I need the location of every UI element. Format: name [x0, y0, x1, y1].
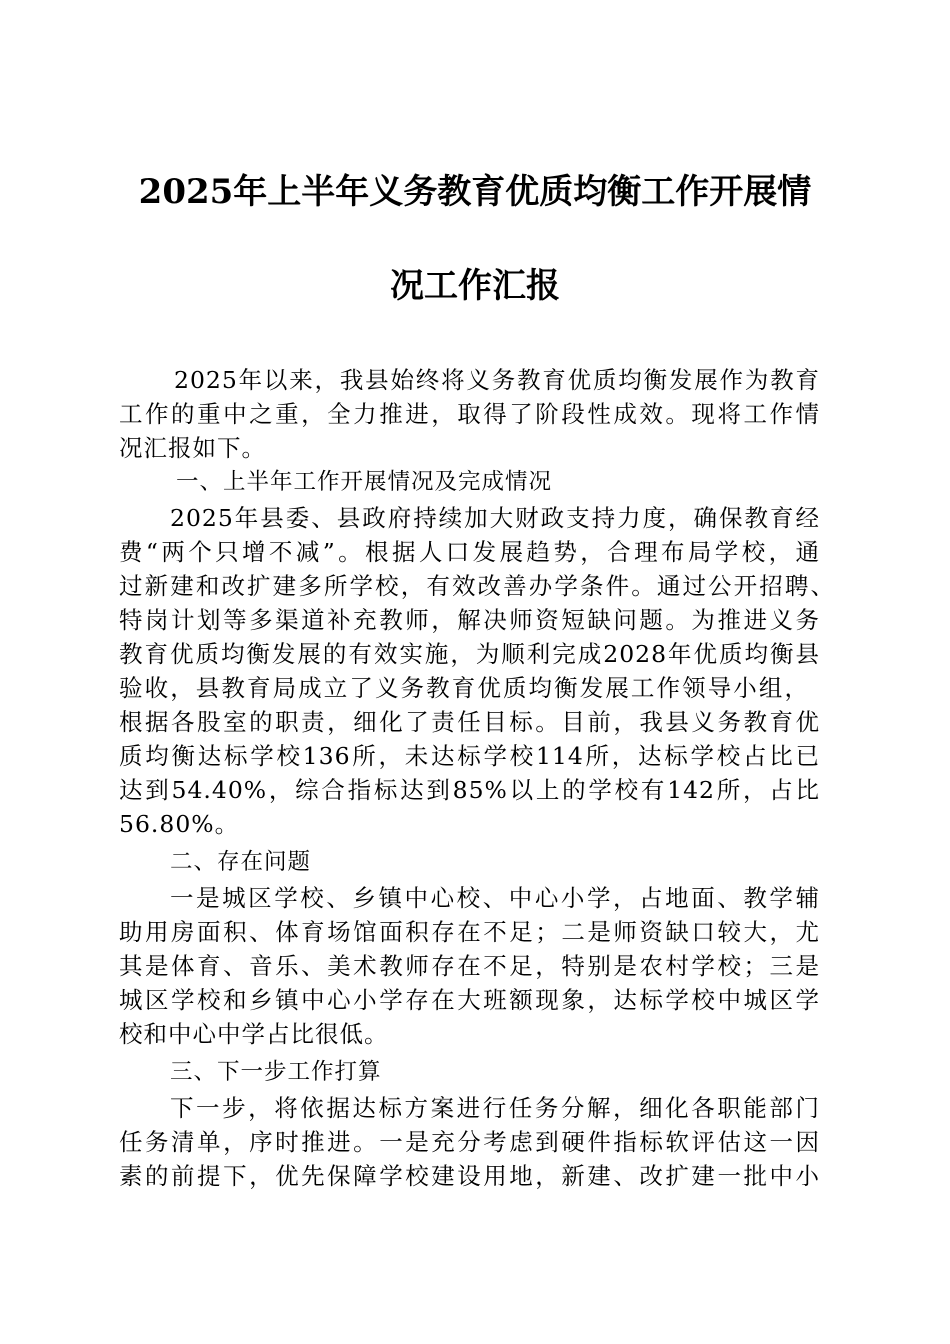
section-heading: 一、上半年工作开展情况及完成情况: [176, 469, 553, 495]
paragraph-line: 工作的重中之重，全力推进，取得了阶段性成效。现将工作情: [119, 400, 820, 428]
paragraph-line: 城区学校和乡镇中心小学存在大班额现象，达标学校中城区学: [119, 986, 820, 1014]
paragraph-line: 根据各股室的职责，细化了责任目标。目前，我县义务教育优: [119, 708, 820, 736]
paragraph-line: 特岗计划等多渠道补充教师，解决师资短缺问题。为推进义务: [119, 606, 820, 634]
document-title-line-2: 况工作汇报: [390, 266, 560, 306]
paragraph-line: 下一步，将依据达标方案进行任务分解，细化各职能部门: [170, 1094, 820, 1122]
section-heading: 三、下一步工作打算: [170, 1059, 382, 1085]
paragraph-line: 一是城区学校、乡镇中心校、中心小学，占地面、教学辅: [170, 884, 820, 912]
paragraph-line: 素的前提下，优先保障学校建设用地，新建、改扩建一批中小: [119, 1162, 820, 1190]
paragraph-line: 质均衡达标学校136所，未达标学校114所，达标学校占比已: [119, 742, 820, 770]
paragraph-line: 教育优质均衡发展的有效实施，为顺利完成2028年优质均衡县: [119, 640, 820, 668]
paragraph-line: 校和中心中学占比很低。: [119, 1020, 389, 1048]
paragraph-line: 56.80%。: [119, 810, 240, 838]
document-title-line-1: 2025年上半年义务教育优质均衡工作开展情: [138, 172, 812, 212]
paragraph-line: 任务清单，序时推进。一是充分考虑到硬件指标软评估这一因: [119, 1128, 820, 1156]
section-heading: 二、存在问题: [170, 849, 312, 875]
paragraph-line: 助用房面积、体育场馆面积存在不足；二是师资缺口较大，尤: [119, 918, 820, 946]
paragraph-line: 2025年以来，我县始终将义务教育优质均衡发展作为教育: [174, 366, 820, 394]
paragraph-line: 验收，县教育局成立了义务教育优质均衡发展工作领导小组，: [119, 674, 809, 702]
paragraph-line: 达到54.40%，综合指标达到85%以上的学校有142所，占比: [119, 776, 820, 804]
paragraph-line: 费“两个只增不减”。根据人口发展趋势，合理布局学校，通: [119, 538, 820, 566]
paragraph-line: 况汇报如下。: [119, 434, 266, 462]
paragraph-line: 过新建和改扩建多所学校，有效改善办学条件。通过公开招聘、: [119, 572, 835, 600]
paragraph-line: 2025年县委、县政府持续加大财政支持力度，确保教育经: [170, 504, 820, 532]
paragraph-line: 其是体育、音乐、美术教师存在不足，特别是农村学校；三是: [119, 952, 820, 980]
